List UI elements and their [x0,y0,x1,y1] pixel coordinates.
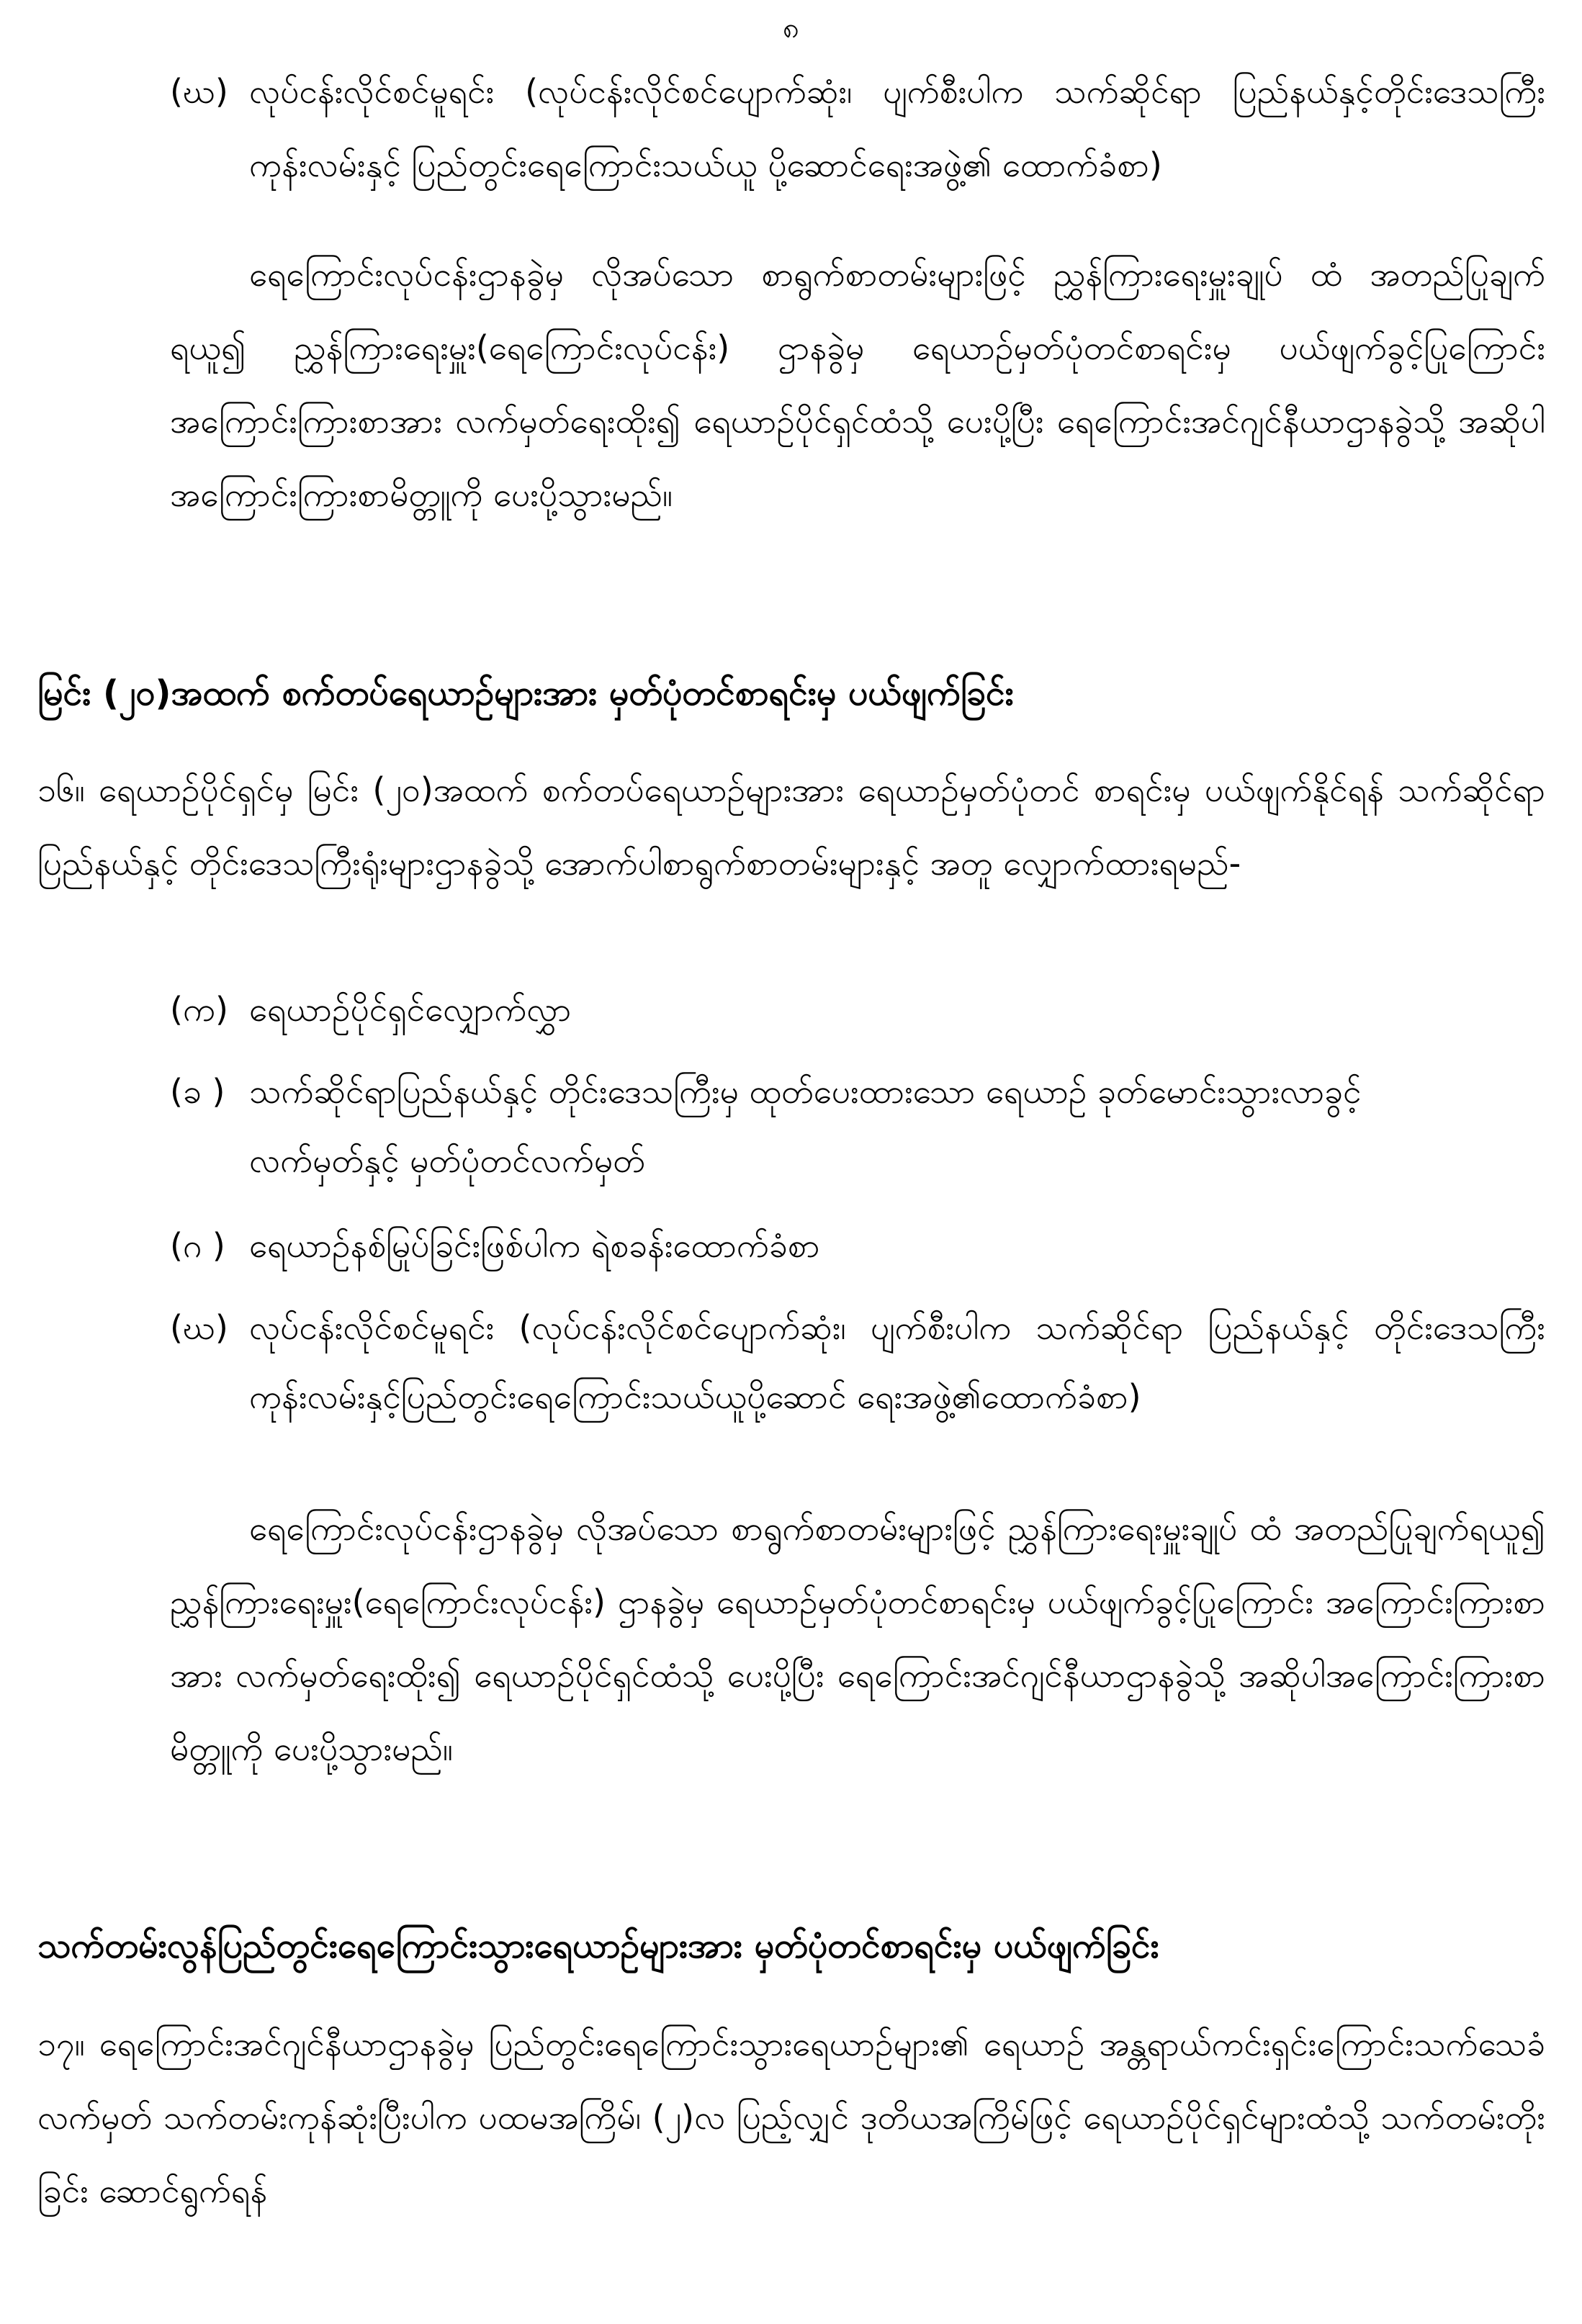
paragraph-cancellation-notice-2: ရေကြောင်းလုပ်ငန်းဌာနခွဲမှ လိုအပ်သော စာရွက်စာတမ်းများဖြင့် ညွှန်ကြားရေးမှူးချုပ် ထံ အတည်ပြုချက်ရယူ၍ ညွှန်ကြားရေးမှူး(ရေကြောင်းလုပ်ငန်း) ဌာနခွဲမှ ရေယာဉ်မှတ်ပုံတင်စာရင်းမှ ပယ်ဖျက်ခွင့်ပြုကြောင်း အကြောင်းကြားစာအား လက်မှတ်ရေးထိုး၍ ရေယာဉ်ပိုင်ရှင်ထံသို့ ပေးပို့ပြီး ရေကြောင်းအင်ဂျင်နီယာဌာနခွဲသို့ အဆိုပါအကြောင်းကြားစာမိတ္တူကို ပေးပို့သွားမည်။ [170,1509,1545,1768]
list-item-marker: (ဃ) [170,1308,228,1347]
paragraph-cancellation-notice-1: ရေကြောင်းလုပ်ငန်းဌာနခွဲမှ လိုအပ်သော စာရွက်စာတမ်းများဖြင့် ညွှန်ကြားရေးမှူးချုပ် ထံ အတည်ပြုချက် ရယူ၍ ညွှန်ကြားရေးမှူး(ရေကြောင်းလုပ်ငန်း) ဌာနခွဲမှ ရေယာဉ်မှတ်ပုံတင်စာရင်းမှ ပယ်ဖျက်ခွင့်ပြုကြောင်း အကြောင်းကြားစာအား လက်မှတ်ရေးထိုး၍ ရေယာဉ်ပိုင်ရှင်ထံသို့ ပေးပို့ပြီး ရေကြောင်းအင်ဂျင်နီယာဌာနခွဲသို့ အဆိုပါအကြောင်းကြားစာမိတ္တူကို ပေးပို့သွားမည်။ [170,255,1545,514]
list-item-text: သက်ဆိုင်ရာပြည်နယ်နှင့် တိုင်းဒေသကြီးမှ ထုတ်ပေးထားသော ရေယာဉ် ခုတ်မောင်းသွားလာခွင့်လက်မှတ်နှင့် မှတ်ပုံတင်လက်မှတ် [249,1072,1362,1180]
section-heading-expired-vessels: သက်တမ်းလွန်ပြည်တွင်းရေကြောင်းသွားရေယာဉ်များအား မှတ်ပုံတင်စာရင်းမှ ပယ်ဖျက်ခြင်း [37,1926,1159,1966]
list-item-text: ရေယာဉ်နစ်မြုပ်ခြင်းဖြစ်ပါက ရဲစခန်းထောက်ခံစာ [249,1226,820,1265]
paragraph-17: ၁၇။ ရေကြောင်းအင်ဂျင်နီယာဌာနခွဲမှ ပြည်တွင်းရေကြောင်းသွားရေယာဉ်များ၏ ရေယာဉ် အန္တရာယ်ကင်းရှင်းကြောင်းသက်သေခံလက်မှတ် သက်တမ်းကုန်ဆုံးပြီးပါက ပထမအကြိမ်၊ (၂)လ ပြည့်လျှင် ဒုတိယအကြိမ်ဖြင့် ရေယာဉ်ပိုင်ရှင်များထံသို့ သက်တမ်းတိုးခြင်း ဆောင်ရွက်ရန် [37,2025,1545,2210]
list-item-text: လုပ်ငန်းလိုင်စင်မူရင်း (လုပ်ငန်းလိုင်စင်ပျောက်ဆုံး၊ ပျက်စီးပါက သက်ဆိုင်ရာ ပြည်နယ်နှင့်တိုင်းဒေသကြီး ကုန်းလမ်းနှင့် ပြည်တွင်းရေကြောင်းသယ်ယူ ပို့ဆောင်ရေးအဖွဲ့၏ ထောက်ခံစာ) [249,72,1545,184]
paragraph-16: ၁၆။ ရေယာဉ်ပိုင်ရှင်မှ မြင်း (၂၀)အထက် စက်တပ်ရေယာဉ်များအား ရေယာဉ်မှတ်ပုံတင် စာရင်းမှ ပယ်ဖျက်နိုင်ရန် သက်ဆိုင်ရာပြည်နယ်နှင့် တိုင်းဒေသကြီးရုံးများဌာနခွဲသို့ အောက်ပါစာရွက်စာတမ်းများနှင့် အတူ လျှောက်ထားရမည်- [37,770,1545,883]
list-item-text: လုပ်ငန်းလိုင်စင်မူရင်း (လုပ်ငန်းလိုင်စင်ပျောက်ဆုံး၊ ပျက်စီးပါက သက်ဆိုင်ရာ ပြည်နယ်နှင့် တိုင်းဒေသကြီး ကုန်းလမ်းနှင့်ပြည်တွင်းရေကြောင်းသယ်ယူပို့ဆောင် ရေးအဖွဲ့၏ထောက်ခံစာ) [249,1308,1545,1416]
page-number: ၈ [783,12,799,45]
list-item-marker: (ဂ ) [170,1226,225,1265]
list-item-gha [170,1293,1545,1509]
list-item-marker: (ခ ) [170,1072,225,1111]
list-item-marker: (ဃ) [170,72,228,111]
list-item-gha-top [170,55,1545,242]
section-heading-over-20hp: မြင်း (၂၀)အထက် စက်တပ်ရေယာဉ်များအား မှတ်ပုံတင်စာရင်းမှ ပယ်ဖျက်ခြင်း [37,673,1014,713]
list-item-text: ရေယာဉ်ပိုင်ရှင်လျှောက်လွှာ [249,990,572,1029]
list-item-ka [170,975,1545,1044]
list-item-marker: (က) [170,990,228,1029]
list-item-ga [170,1211,1545,1280]
list-item-kha [170,1057,1545,1201]
